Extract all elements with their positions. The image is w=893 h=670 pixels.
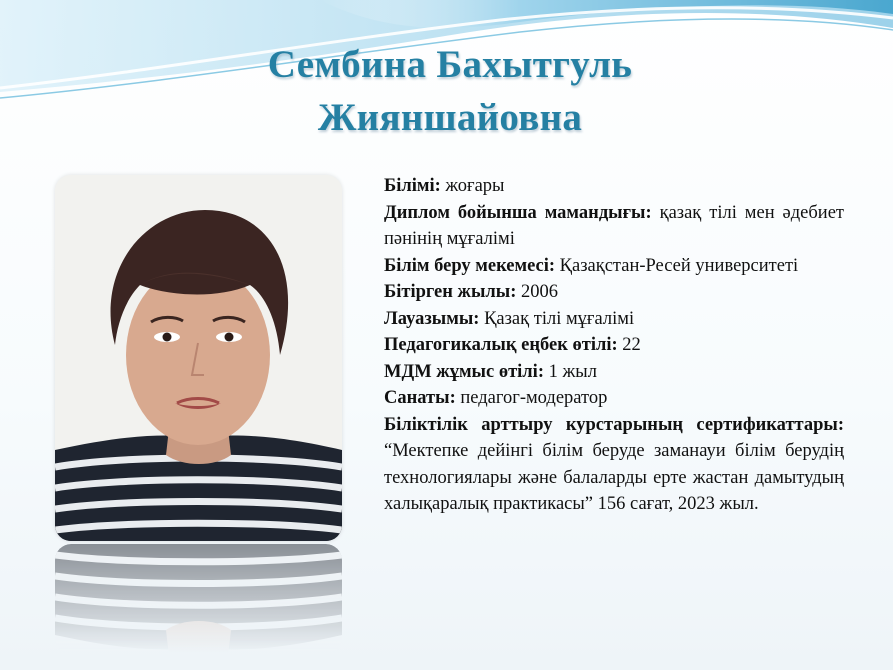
category-label: Санаты: xyxy=(384,388,456,408)
education-label: Білімі: xyxy=(384,176,441,196)
teaching-experience-label: Педагогикалық еңбек өтілі: xyxy=(384,335,618,355)
preschool-experience-value: 1 жыл xyxy=(548,361,597,382)
title-line-1: Сембина Бахытгуль xyxy=(267,43,633,86)
category-value: педагог-модератор xyxy=(460,388,608,408)
institution-label: Білім беру мекемесі: xyxy=(384,255,556,276)
portrait-illustration xyxy=(55,175,342,541)
profile-row-certificates xyxy=(384,412,844,518)
institution-value: Қазақстан-Ресей университеті xyxy=(559,255,799,276)
education-value: жоғары xyxy=(445,176,505,196)
position-value: Қазақ тілі мұғалімі xyxy=(484,308,635,329)
profile-row-preschool-experience xyxy=(384,359,844,386)
teaching-experience-value: 22 xyxy=(622,335,641,355)
profile-row-position xyxy=(384,306,844,333)
portrait-reflection xyxy=(55,544,342,654)
graduation-year-label: Бітірген жылы: xyxy=(384,282,517,302)
title-line-2: Жияншайовна xyxy=(317,96,583,139)
graduation-year-value: 2006 xyxy=(521,282,559,302)
preschool-experience-label: МДМ жұмыс өтілі: xyxy=(384,361,544,382)
reflection-illustration xyxy=(55,544,342,654)
profile-row-specialty xyxy=(384,200,844,253)
profile-row-teaching-experience xyxy=(384,332,844,359)
profile-row-institution xyxy=(384,253,844,280)
page-title xyxy=(150,38,750,144)
position-label: Лауазымы: xyxy=(384,308,480,329)
profile-row-graduation-year xyxy=(384,279,844,306)
profile-row-category xyxy=(384,385,844,412)
certificates-value: “Мектепке дейінгі білім беруде заманауи білім берудің технологиялары және балаларды ерте жастан дамытудың халықаралық практикасы” 156 сағат, 2023 жыл. xyxy=(384,441,844,514)
profile-row-education xyxy=(384,173,844,200)
certificates-label: Біліктілік арттыру курстарының сертификаттары: xyxy=(384,414,844,435)
specialty-value: қазақ тілі мен әдебиет пәнінің мұғалімі xyxy=(384,202,844,249)
specialty-label: Диплом бойынша мамандығы: xyxy=(384,202,652,223)
profile-details xyxy=(384,173,844,518)
portrait-photo xyxy=(55,175,342,541)
